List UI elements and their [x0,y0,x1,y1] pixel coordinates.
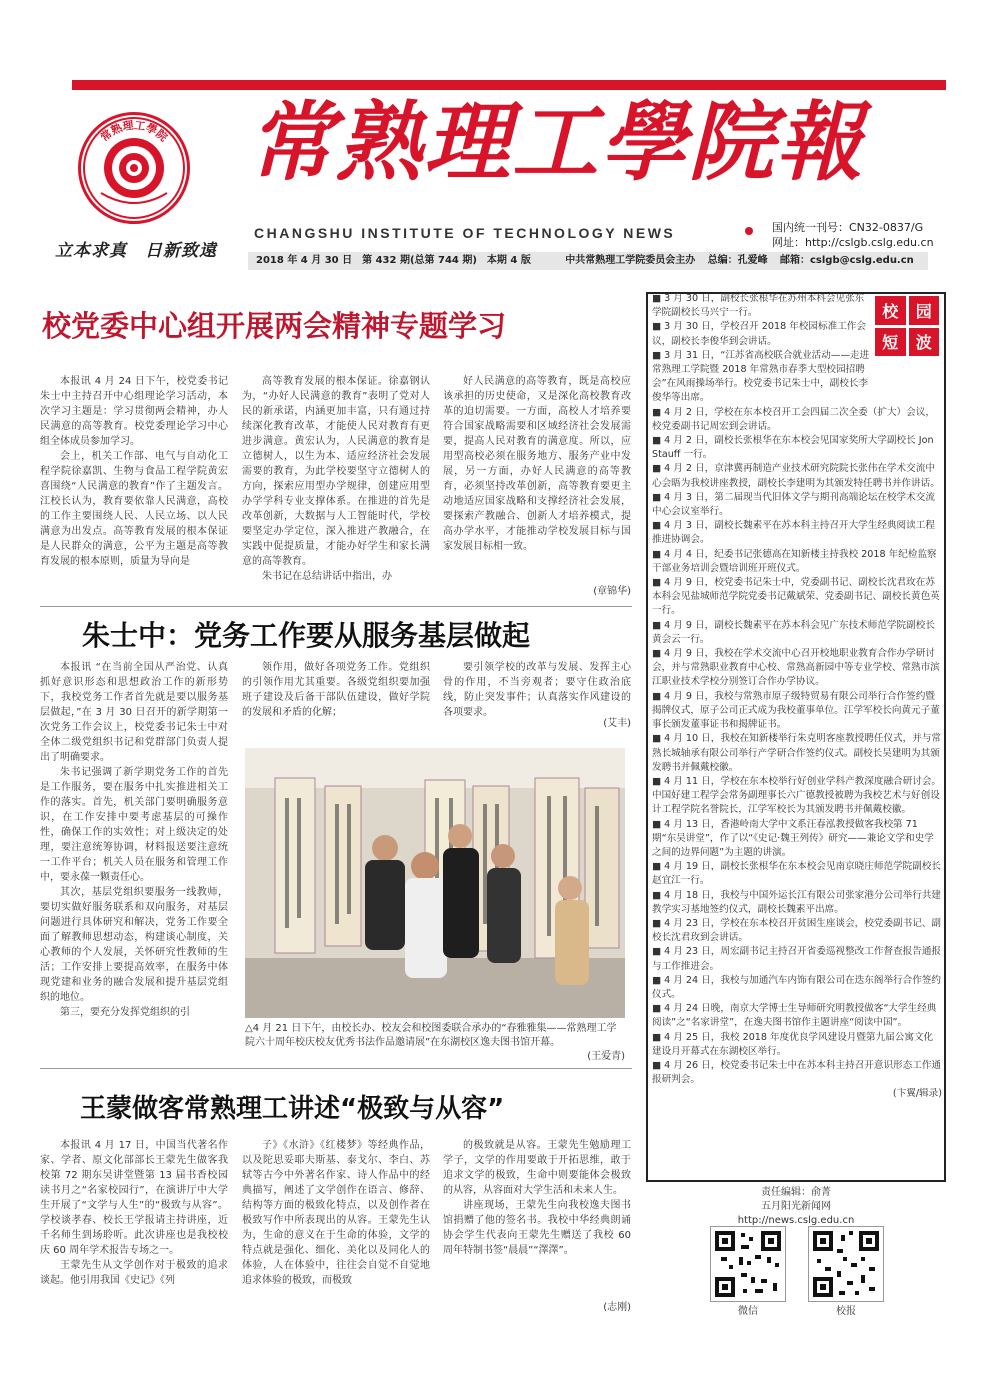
qr-label-paper: 校报 [836,1306,856,1317]
photo-credit: (王爱青) [587,1051,625,1062]
news-item: ■ 4 月 3 日，副校长魏素平在苏本科主持召开大学生经典阅读工程推进协调会。 [652,520,935,546]
qr-wechat-block [710,1226,786,1317]
article1-source: (章锦华) [593,586,631,597]
news-item: ■ 4 月 18 日，我校与中国外运长江有限公司张家港分公司举行共建教学实习基地签约仪式，副校长魏素平出席。 [652,889,942,915]
headline-1: 校党委中心组开展两会精神专题学习 [42,309,507,343]
issn-number: 国内统一刊号：CN32-0837/G [772,221,924,234]
news-item: ■ 4 月 4 日，纪委书记张德高在知新楼主持我校 2018 年纪检监察干部业务培训会暨培训班开班仪式。 [652,548,937,574]
news-item: ■ 4 月 25 日，我校 2018 年度优良学风建设月暨第九届公寓文化建设月开幕式在东湖校区举行。 [652,1031,934,1057]
photo-caption [245,1022,625,1064]
news-item: ■ 4 月 9 日，校党委书记朱士中，党委副书记、副校长沈君玫在苏本科会见盐城师范学院党委书记戴斌荣、党委副书记、副校长黄色英一行。 [652,577,940,617]
headline-2: 朱士中：党务工作要从服务基层做起 [82,619,531,652]
newspaper-title: 常熟理工學院報 [248,93,864,193]
news-item: ■ 3 月 30 日，学校召开 2018 年校园标准工作会议，副校长李俊华到会讲话。 [652,321,866,347]
article3-para: 子》《水浒》《红楼梦》等经典作品，以及陀思妥耶夫斯基、泰戈尔、李白、苏轼等古今中外著名作家、诗人作品中的经典描写，阐述了文学创作在语言、修辞、结构等方面的极致化特点，以及创作者在极致写作中所表现出的从容。王蒙先生认为，生命的意义在于生命的体验，文学的特点就是强化、细化、美化以及同化人的体验，人在体验中，往往会自觉不自觉地追求体验的极致，而极致 [242,1140,430,1286]
article1-col2 [242,374,430,602]
school-motto: 立本求真 日新致遠 [55,241,217,261]
masthead-red-bar [72,80,946,90]
news-item: ■ 4 月 24 日晚，南京大学博士生导师研究明教授做客“大学生经典阅读”之“名家讲堂”，在逸夫图书馆作主题讲座“阅读中国”。 [652,1003,937,1029]
publisher-name: 五月阳光新闻网 [761,1201,831,1212]
article3-para: 讲座现场，王蒙先生向我校逸夫图书馆捐赠了他的签名书。我校中华经典朗诵协会学生代表向王蒙先生赠送了我校 60 周年特制书签“晨晨”“澤澤”。 [443,1200,631,1256]
responsible-editor: 责任编辑：俞菁 [761,1187,831,1198]
news-item: ■ 4 月 13 日，香港岭南大学中文系汪春泓教授做客我校第 71 期“东吴讲堂”，作了以“《史记·魏王列传》研究——兼论文学和史学之间的边界问题”为主题的讲演。 [652,818,934,858]
article1-para: 朱书记在总结讲话中指出，办 [262,571,392,582]
news-brief-list [652,292,942,1102]
article2-para: 本报讯 “在当前全国从严治党、认真抓好意识形态和思想政治工作的新形势下，我校党务工作者首先就是要以服务基层做起，”在 3 月 30 日召开的新学期第一次党务工作会议上，校党委书记朱士中对全体二级党组织书记和党群部门负责人提出了明确要求。 [40,662,228,763]
qr-code-paper[interactable] [808,1226,884,1302]
qr-paper-block [808,1226,884,1317]
badge-char: 园 [909,296,940,325]
article3-para: 王蒙先生从文学创作对于极致的追求谈起。他引用我国《史记》《列 [40,1260,228,1286]
news-item: ■ 4 月 2 日，副校长张根华在东本校会见国家奖所大学副校长 Jon Stauff 一行。 [652,435,934,461]
article1-para: 本报讯 4 月 24 日下午，校党委书记朱士中主持召开中心组理论学习活动，本次学习主题是：学习贯彻两会精神，办人民满意的高等教育。校党委理论学习中心组全体成员参加学习。 [40,376,228,447]
school-logo [78,112,190,224]
article2-para: 其次，基层党组织要服务一线教师，要切实做好服务联系和双向服务，对基层问题进行具体研究和解决，党务工作要全面了解教师思想动态，构建谈心制度，关心教师的个人发展，关怀研究性教师的生活；工作安排上要提高效率，在服务中体现党建和业务的融合发展和提升基层党组织的地位。 [40,887,228,1003]
title-dot [745,227,753,235]
publisher-url[interactable]: http://news.cslg.edu.cn [737,1215,855,1226]
article2-para: 第三，要充分发挥党组织的引 [60,1007,190,1018]
sponsor: 中共常熟理工学院委员会主办 [565,255,696,266]
article1-para: 会上，机关工作部、电气与自动化工程学院徐嘉凯、生物与食品工程学院黄宏喜围绕“人民满意的教育”作了主题发言。江校长认为，教育要依靠人民满意，高校的工作主要围绕人民、人民立场、以人民满意为出发点。高等教育发展的根本保证是人民群众的满意，公平为主题是高等教育发展的根本原则，质量为导向是 [40,451,228,567]
news-item: ■ 4 月 24 日，我校与加通汽车内饰有限公司在迭东阁举行合作签约仪式。 [652,974,942,1000]
issue-info-bar [248,252,928,270]
article1-col1 [40,374,228,602]
article3-col3 [443,1138,631,1300]
logo-text: 常熟理工學院 [98,118,170,145]
badge-char: 短 [875,328,906,357]
badge-char: 波 [909,328,940,357]
article3-col1 [40,1138,228,1320]
english-name: CHANGSHU INSTITUTE OF TECHNOLOGY NEWS [254,225,676,241]
exhibition-photo [245,748,625,1018]
news-item: ■ 3 月 31 日，“江苏省高校联合就业活动——走进常熟理工学院暨 2018 年常熟市春季大型校园招聘会”在风雨操场举行。校党委书记朱士中，副校长李俊华等出席。 [652,349,870,404]
news-item: ■ 4 月 26 日，校党委书记朱士中在苏本科主持召开意识形态工作通报研判会。 [652,1059,942,1086]
news-item: ■ 4 月 2 日，学校在东本校召开工会四届二次全委（扩大）会议，校党委副书记周宏到会讲话。 [652,406,935,432]
article2-col3 [443,660,631,722]
article2-col1 [40,660,228,1058]
article1-col3 [443,374,631,592]
news-item: ■ 4 月 9 日，副校长魏素平在苏本科会见广东技术师范学院副校长黄会云一行。 [652,619,935,645]
article3-para: 的极致就是从容。王蒙先生勉励理工学子，文学的作用要敢于开拓思维，敢于追求文学的极致，生命中则要能体会极致的从容，从容面对大学生活和未来人生。 [443,1140,631,1196]
article3-source: (志刚) [603,1302,631,1313]
divider [40,606,632,607]
article3-col2 [242,1138,430,1320]
photo-caption-text: △4 月 21 日下午，由校长办、校友会和校图委联合承办的“春雅雅集——常熟理工学院六十周年校庆校友优秀书法作品邀请展”在东湖校区逸夫图书馆开幕。 [245,1023,617,1048]
headline-3: 王蒙做客常熟理工讲述“极致与从容” [80,1094,505,1124]
news-item: ■ 4 月 10 日，我校在知新楼举行朱克明客座教授聘任仪式，并与常熟长城轴承有限公司举行产学研合作签约仪式。副校长吴建明为其颁发聘书并佩戴校徽。 [652,733,942,773]
email[interactable]: 邮箱：cslgb@cslg.edu.cn [779,255,914,266]
article2-para: 朱书记强调了新学期党务工作的首先是工作服务，要在服务中扎实推进相关工作的落实。首先，机关部门要明确服务意识，在工作安排中要考虑基层的可操作性，确保工作的实效性；对上级决定的处理，要注意统筹协调，材料报送要注意统一工作平台；机关人员在服务和管理工作中，要永葆一颗责任心。 [40,767,228,883]
article2-para: 领作用，做好各项党务工作。党组织的引领作用尤其重要。各级党组织要加强班子建设及后备干部队伍建设，做好学院的发展和矛盾的化解； [242,662,430,718]
website-link[interactable]: 网址：http://cslgb.cslg.edu.cn [772,236,934,249]
article2-source: (艾丰) [603,718,631,729]
news-item: ■ 4 月 9 日，我校在学术交流中心召开校地职业教育合作办学研讨会，并与常熟职业教育中心校、常熟高新园中等专业学校、常熟市滨江职业技术学校分别签订合作办学协议。 [652,648,940,688]
article3-para: 本报讯 4 月 17 日，中国当代著名作家、学者、原文化部部长王蒙先生做客我校第 72 期东吴讲堂暨第 13 届书香校园读书月之“名家校园行”，在演讲厅中大学生开展了“文学与人生”的“极致与从容”。学校谈孝春、校长王学报请主持讲座，近千名师生到场聆听。此次讲座也是我校校庆 60 周年学术报告专场之一。 [40,1140,228,1256]
news-brief-source: (卞翼/辑录) [892,1088,942,1100]
article2-col2 [242,660,430,740]
issue-date: 2018 年 4 月 30 日 第 432 期(总第 744 期) 本期 4 版 [256,255,531,266]
news-item: ■ 4 月 11 日，学校在东本校举行好创业学科产教深度融合研讨会。中国好建工程学会常务副理事长六广德教授被聘为我校艺术与好创设计工程学院名誉院长，江学军校长为其颁发聘书并佩戴校徽。 [652,775,942,816]
qr-code-wechat[interactable] [710,1226,786,1302]
chief-editor: 总编：孔爱峰 [707,255,768,266]
news-item: ■ 4 月 9 日，我校与常熟市原子级特贸易有限公司举行合作签约暨揭牌仪式，原子公司正式成为我校董事单位。江学军校长向黄元子董事长颁发董事证书和揭牌证书。 [652,690,940,731]
news-item: ■ 4 月 19 日，副校长张根华在东本校会见南京晓庄师范学院副校长赵宜江一行。 [652,861,942,887]
article1-para: 好人民满意的高等教育，既是高校应该承担的历史使命，又是深化高校教育改革的迫切需要。一方面，高校人才培养要符合国家战略需要和区域经济社会发展需要，提高人民对教育的满意度。所以，应用型高校必须在服务地方、服务产业中发展，另一方面，办好人民满意的高等教育，必须坚持改革创新，高等教育要更主动地适应国家战略和支撑经济社会发展，要探索产教融合、创新人才培养模式，提高办学水平，才能推动学校发展目标与国家发展目标相一致。 [443,376,631,552]
news-item: ■ 4 月 2 日，京津冀再制造产业技术研究院院长张伟在学术交流中心会晤为我校讲座教授，副校长李建明为其颁发特任聘书并作讲话。 [652,463,940,489]
news-item: ■ 3 月 30 日，副校长张根华在苏州本科会见张东学院副校长马兴宁一行。 [652,293,865,319]
article2-para: 要引领学校的改革与发展、发挥主心骨的作用，不当旁观者；要守住政治底线，防止突发事件；认真落实作风建设的各项要求。 [443,662,631,718]
footer-credits [646,1186,946,1228]
news-item: ■ 4 月 23 日，学校在东本校召开贫困生座谈会，校党委副书记、副校长沈君玫到会讲话。 [652,917,942,944]
news-item: ■ 4 月 3 日，第二届现当代旧体文学与期刊高端论坛在校学术交流中心会议室举行。 [652,491,935,518]
masthead-meta [772,220,934,250]
divider [40,1068,632,1069]
article1-para: 高等教育发展的根本保证。徐嘉钢认为，“办好人民满意的教育”表明了党对人民的新承诺，内涵更加丰富，只有通过持续深化教育改革，才能使人民对教育有更进步满意。黄宏认为，人民满意的教育是立德树人，以生为本、适应经济社会发展需要的教育，为此学校要坚守立德树人的方向，探索应用型办学规律，创建应用型办学学科专业支撑体系。在推进的首先是改革创新，大数据与人工智能时代，学校要坚定办学定位，深入推进产教融合，在实践中促提质量，才能办好学生和家长满意的高等教育。 [242,376,430,567]
news-item: ■ 4 月 23 日，周宏副书记主持召开省委巡视整改工作督查报告通报与工作推进会。 [652,946,942,972]
badge-char: 校 [875,296,906,325]
qr-label-wechat: 微信 [738,1306,758,1317]
